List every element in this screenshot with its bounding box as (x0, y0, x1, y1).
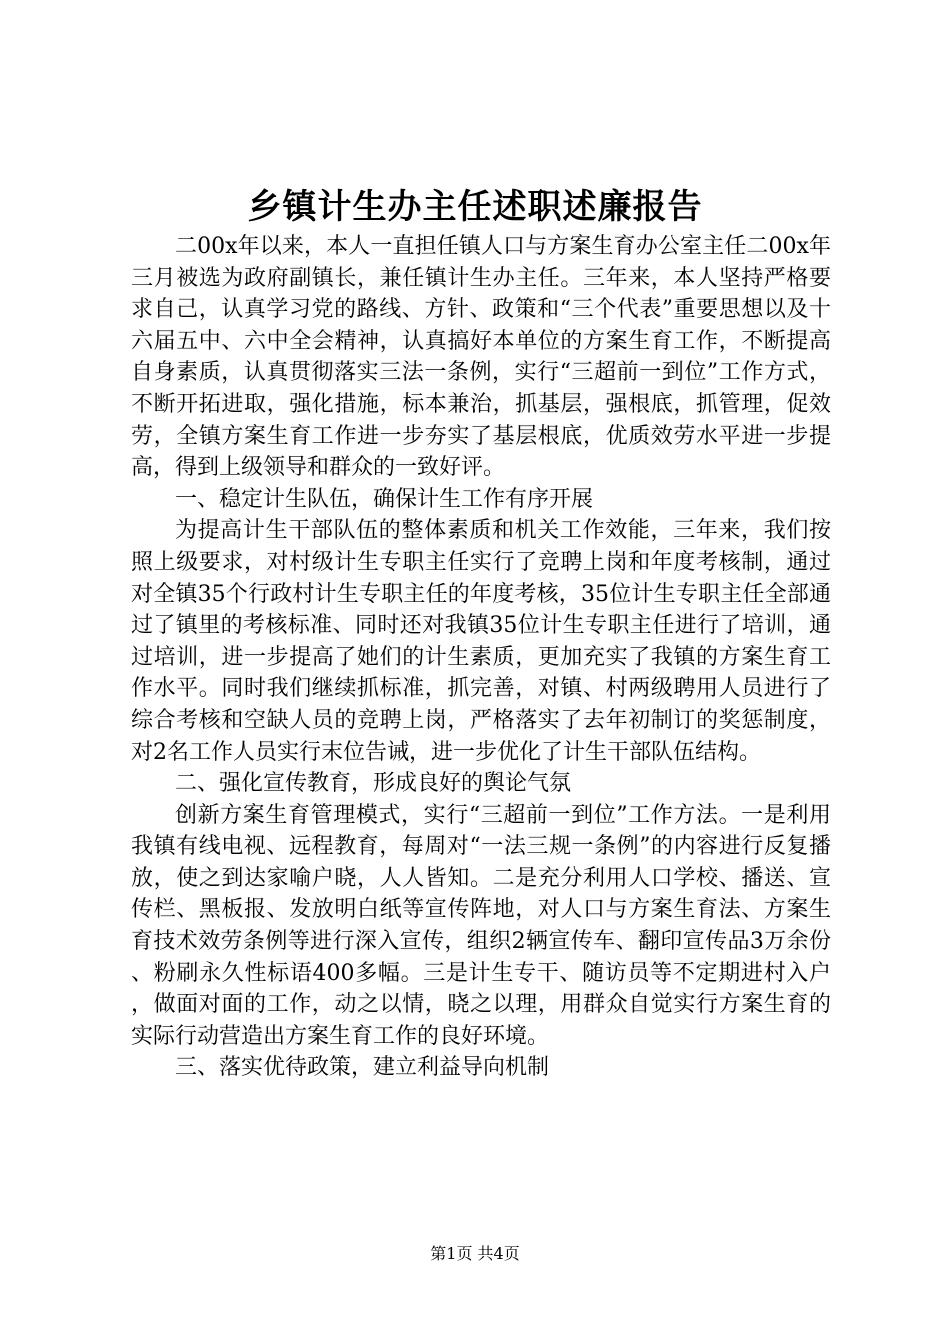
section-heading-1: 一、稳定计生队伍，确保计生工作有序开展 (175, 486, 594, 512)
section-heading-2: 二、强化宣传教育，形成良好的舆论气氛 (175, 771, 572, 797)
intro-paragraph: 二00x年以来，本人一直担任镇人口与方案生育办公室主任二00x年三月被选为政府副镇长，兼任镇计生办主任。三年来，本人坚持严格要求自己，认真学习党的路线、方针、政策和“三个代表”重要思想以及十六届五中、六中全会精神，认真搞好本单位的方案生育工作，不断提高自身素质，认真贯彻落实三法一条例，实行“三超前一到位”工作方式，不断开拓进取，强化措施，标本兼治，抓基层，强根底，抓管理，促效劳，全镇方案生育工作进一步夯实了基层根底，优质效劳水平进一步提高，得到上级领导和群众的一致好评。 (131, 234, 831, 481)
document-title: 乡镇计生办主任述职述廉报告 (247, 187, 703, 227)
section-2-paragraph: 创新方案生育管理模式，实行“三超前一到位”工作方法。一是利用我镇有线电视、远程教育，每周对“一法三规一条例”的内容进行反复播放，使之到达家喻户晓，人人皆知。二是充分利用人口学校、播送、宣传栏、黑板报、发放明白纸等宣传阵地，对人口与方案生育法、方案生育技术效劳条例等进行深入宣传，组织2辆宣传车、翻印宣传品3万余份、粉刷永久性标语400多幅。三是计生专干、随访员等不定期进村入户，做面对面的工作，动之以情，晓之以理，用群众自觉实行方案生育的实际行动营造出方案生育工作的良好环境。 (131, 802, 831, 1049)
section-1-paragraph: 为提高计生干部队伍的整体素质和机关工作效能，三年来，我们按照上级要求，对村级计生专职主任实行了竞聘上岗和年度考核制，通过对全镇35个行政村计生专职主任的年度考核，35位计生专职主任全部通过了镇里的考核标准、同时还对我镇35位计生专职主任进行了培训，通过培训，进一步提高了她们的计生素质，更加充实了我镇的方案生育工作水平。同时我们继续抓标准，抓完善，对镇、村两级聘用人员进行了综合考核和空缺人员的竞聘上岗，严格落实了去年初制订的奖惩制度，对2名工作人员实行末位告诫，进一步优化了计生干部队伍结构。 (131, 518, 831, 765)
page-number-footer: 第1页 共4页 (430, 1244, 520, 1263)
section-heading-3: 三、落实优待政策，建立利益导向机制 (175, 1055, 550, 1081)
document-body (131, 231, 831, 1084)
